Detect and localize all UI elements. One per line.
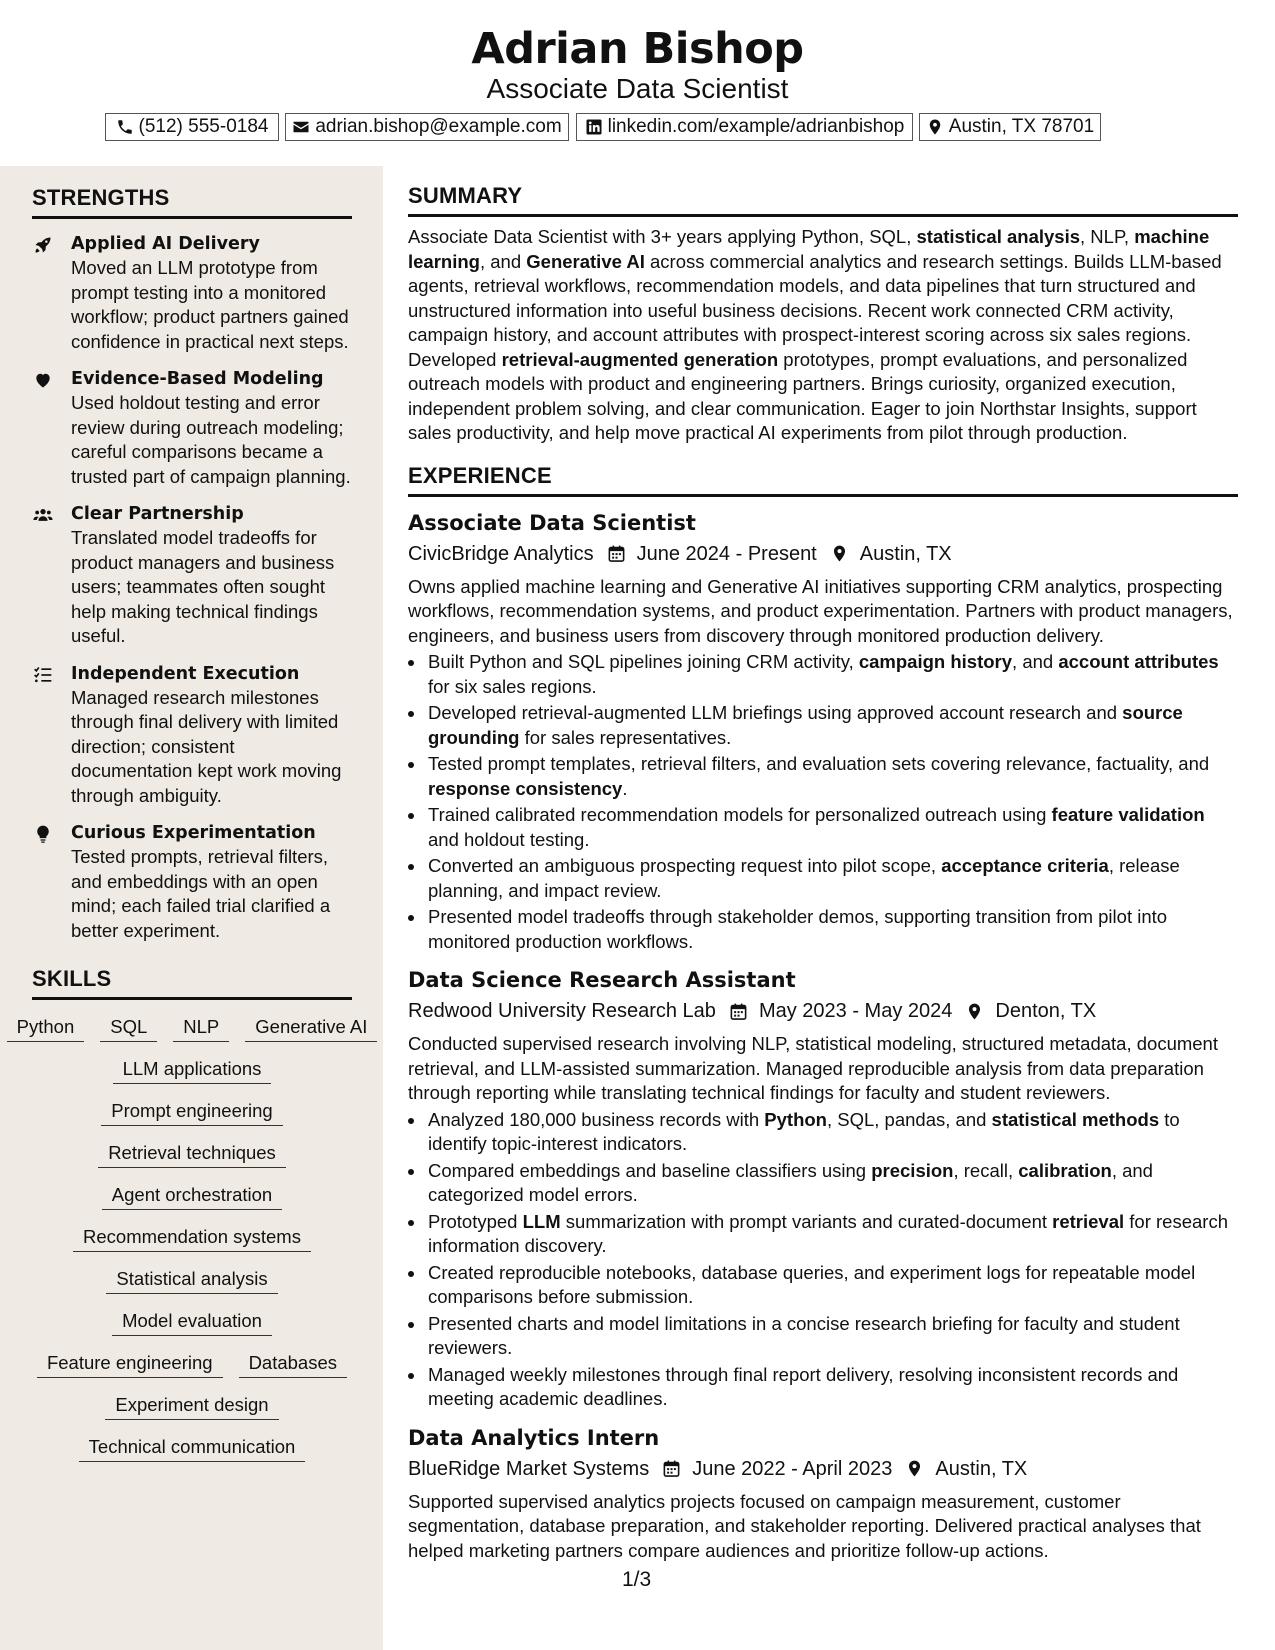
candidate-name: Adrian Bishop <box>471 24 804 74</box>
emphasized-text: retrieval <box>1052 1210 1125 1232</box>
resume-header <box>0 0 1275 166</box>
contact-phone[interactable] <box>105 113 279 141</box>
skill-tag: Python <box>7 1013 85 1042</box>
emphasized-text: source grounding <box>428 702 1183 748</box>
bullet-item <box>426 1261 1238 1310</box>
company-name: CivicBridge Analytics <box>408 542 594 565</box>
job-entry <box>408 509 1238 955</box>
strength-desc: Managed research milestones through final delivery with limited direction; consistent documentation kept work moving through ambiguity. <box>71 686 342 806</box>
text-run: , NLP, <box>1080 226 1135 247</box>
map-pin-icon <box>952 1002 995 1021</box>
page-number: 1/3 <box>622 1568 652 1591</box>
text-run: , release planning, and impact review. <box>428 855 1180 901</box>
contact-location[interactable] <box>919 113 1101 141</box>
skill-tag: Generative AI <box>245 1013 377 1042</box>
job-location: Denton, TX <box>995 1000 1097 1022</box>
skills-list <box>16 1013 368 1462</box>
emphasized-text: account attributes <box>1058 651 1219 672</box>
contact-linkedin[interactable] <box>576 113 913 141</box>
map-pin-icon <box>926 118 944 136</box>
strength-title: Applied AI Delivery <box>71 234 260 254</box>
text-run: Tested prompt templates, retrieval filters, and evaluation sets covering relevance, factuality, and <box>428 753 1210 774</box>
skill-row <box>32 1223 352 1252</box>
strength-desc: Moved an LLM prototype from prompt testing into a monitored workflow; product partners gained confidence in practical next steps. <box>71 257 349 352</box>
skill-tag: Prompt engineering <box>101 1097 282 1126</box>
emphasized-text: retrieval-augmented generation <box>501 348 779 370</box>
strength-title: Curious Experimentation <box>71 823 316 843</box>
emphasized-text: calibration <box>1018 1159 1112 1181</box>
strength-title: Independent Execution <box>71 663 300 684</box>
strength-title: Evidence-Based Modeling <box>71 369 324 389</box>
skill-row <box>32 1181 352 1210</box>
text-run: Presented charts and model limitations in a concise research briefing for faculty and student reviewers. <box>428 1312 1180 1358</box>
emphasized-text: statistical analysis <box>916 226 1081 247</box>
skill-tag: Databases <box>239 1349 347 1378</box>
skill-tag: Experiment design <box>105 1391 278 1420</box>
job-entry <box>408 1424 1238 1564</box>
job-meta <box>408 1454 1238 1484</box>
text-run: for six sales regions. <box>428 675 597 697</box>
sidebar <box>0 166 383 1650</box>
contact-text: Austin, TX 78701 <box>948 116 1095 137</box>
job-location: Austin, TX <box>859 542 952 565</box>
strengths-heading: STRENGTHS <box>32 184 352 219</box>
calendar-icon <box>716 1002 759 1021</box>
bullet-item <box>426 1363 1238 1412</box>
skill-tag: Statistical analysis <box>106 1265 277 1294</box>
text-run: Analyzed 180,000 business records with <box>428 1108 765 1130</box>
list-check-icon <box>32 665 54 685</box>
job-bullets <box>408 1108 1238 1412</box>
job-meta <box>408 539 1238 569</box>
job-dates: June 2024 - Present <box>636 542 817 565</box>
map-pin-icon <box>817 544 860 563</box>
contact-text: linkedin.com/example/adrianbishop <box>607 116 905 137</box>
text-run: prototypes, prompt evaluations, and personalized outreach models with product and engineering partners. Brings curiosity, organized execution, independent problem solving, and clear communication. Eager to join Northstar Insights, support sales productivity, and help move practical AI experiments from pilot through production. <box>408 348 1197 443</box>
skill-tag: Agent orchestration <box>102 1181 282 1210</box>
skill-tag: Technical communication <box>79 1433 306 1462</box>
text-run: Built Python and SQL pipelines joining CRM activity, <box>428 651 859 672</box>
text-run: , and categorized model errors. <box>428 1159 1153 1205</box>
text-run: summarization with prompt variants and curated-document <box>560 1210 1053 1232</box>
contact-text: adrian.bishop@example.com <box>315 116 562 137</box>
skill-tag: SQL <box>100 1013 157 1042</box>
strength-item <box>32 367 352 489</box>
bullet-item <box>426 752 1238 801</box>
skill-tag: LLM applications <box>113 1055 272 1084</box>
skill-row <box>32 1433 352 1462</box>
text-run: Presented model tradeoffs through stakeholder demos, supporting transition from pilot into monitored production workflows. <box>428 906 1168 952</box>
skill-tag: Feature engineering <box>37 1349 223 1378</box>
skill-row <box>32 1055 352 1084</box>
job-description: Supported supervised analytics projects focused on campaign measurement, customer segmentation, database preparation, and stakeholder reporting. Delivered practical analyses that helped marketing partners compare audiences and prioritize follow-up actions. <box>408 1490 1201 1561</box>
text-run: Converted an ambiguous prospecting request into pilot scope, <box>428 855 942 876</box>
text-run: , SQL, pandas, and <box>826 1108 992 1130</box>
bullet-item <box>426 1312 1238 1361</box>
summary-heading: SUMMARY <box>408 182 1238 217</box>
text-run: for research information discovery. <box>428 1210 1228 1256</box>
phone-icon <box>116 118 134 136</box>
skill-row <box>16 1013 368 1042</box>
strength-desc: Tested prompts, retrieval filters, and embeddings with an open mind; each failed trial clarified a better experiment. <box>71 846 331 941</box>
experience-heading: EXPERIENCE <box>408 462 1238 497</box>
job-dates: June 2022 - April 2023 <box>692 1457 893 1480</box>
experience-list <box>408 509 1238 1564</box>
bullet-item <box>426 803 1238 852</box>
text-run: Prototyped <box>428 1210 523 1232</box>
skill-row <box>32 1097 352 1126</box>
lightbulb-icon <box>32 824 54 844</box>
text-run: Developed retrieval-augmented LLM briefings using approved account research and <box>428 702 1123 723</box>
text-run: Associate Data Scientist with 3+ years applying Python, SQL, <box>408 226 917 247</box>
emphasized-text: machine learning <box>408 226 1210 272</box>
main-content <box>408 166 1238 1563</box>
text-run: Trained calibrated recommendation models for personalized outreach using <box>428 804 1052 825</box>
text-run: for sales representatives. <box>519 726 732 748</box>
text-run: and holdout testing. <box>428 828 590 850</box>
rocket-icon <box>32 235 54 255</box>
text-run: to identify topic-interest indicators. <box>428 1108 1180 1154</box>
emphasized-text: Python <box>764 1108 827 1130</box>
skills-heading: SKILLS <box>32 965 352 1000</box>
skill-tag: Model evaluation <box>112 1307 272 1336</box>
text-run: , and <box>479 250 527 272</box>
calendar-icon <box>649 1459 692 1478</box>
text-run: Managed weekly milestones through final report delivery, resolving inconsistent records and meeting academic deadlines. <box>428 1363 1179 1409</box>
contact-text: (512) 555-0184 <box>138 116 269 137</box>
skill-row <box>32 1139 352 1168</box>
strength-desc: Translated model tradeoffs for product managers and business users; teammates often sought help making technical findings useful. <box>71 527 335 646</box>
bullet-item <box>426 854 1238 903</box>
bullet-item <box>426 1210 1238 1259</box>
company-name: Redwood University Research Lab <box>408 1000 716 1022</box>
bullet-item <box>426 1108 1238 1157</box>
summary-text <box>408 225 1238 446</box>
strength-title: Clear Partnership <box>71 504 244 524</box>
skill-row <box>32 1349 352 1378</box>
job-title: Associate Data Scientist <box>408 510 696 535</box>
calendar-icon <box>594 544 637 563</box>
users-icon <box>32 505 54 525</box>
candidate-title: Associate Data Scientist <box>486 73 789 104</box>
bullet-item <box>426 1159 1238 1208</box>
skill-row <box>32 1265 352 1294</box>
job-title: Data Analytics Intern <box>408 1425 660 1450</box>
strength-item <box>32 232 352 354</box>
skill-tag: NLP <box>173 1013 229 1042</box>
bullet-item <box>426 701 1238 750</box>
text-run: across commercial analytics and research settings. Builds LLM-based agents, retrieval workflows, recommendation models, and data pipelines that turn structured and unstructured information into useful business decisions. Recent work connected CRM activity, campaign history, and account attributes with prospect-interest scoring across six sales regions. Developed <box>408 250 1222 370</box>
map-pin-icon <box>892 1459 935 1478</box>
job-description: Owns applied machine learning and Generative AI initiatives supporting CRM analytics, prospecting workflows, recommendation systems, and product experimentation. Partners with product managers, engineers, and business users from discovery through monitored production delivery. <box>408 575 1233 646</box>
text-run: , recall, <box>953 1159 1019 1181</box>
job-bullets <box>408 650 1238 954</box>
job-title: Data Science Research Assistant <box>408 968 796 992</box>
text-run: . <box>622 777 628 799</box>
heart-icon <box>32 370 54 390</box>
emphasized-text: statistical methods <box>991 1108 1160 1130</box>
text-run: Compared embeddings and baseline classifiers using <box>428 1159 872 1181</box>
skill-row <box>32 1391 352 1420</box>
contact-bar <box>0 113 1275 145</box>
emphasized-text: acceptance criteria <box>941 855 1109 876</box>
text-run: Created reproducible notebooks, database queries, and experiment logs for repeatable model comparisons before submission. <box>428 1261 1196 1307</box>
company-name: BlueRidge Market Systems <box>408 1457 650 1480</box>
emphasized-text: feature validation <box>1051 804 1205 825</box>
text-run: , and <box>1012 651 1059 672</box>
contact-email[interactable] <box>285 113 569 141</box>
emphasized-text: campaign history <box>858 651 1013 672</box>
job-meta <box>408 996 1238 1026</box>
linkedin-icon <box>585 118 603 136</box>
emphasized-text: response consistency <box>428 777 623 799</box>
job-location: Austin, TX <box>935 1457 1028 1480</box>
emphasized-text: precision <box>871 1159 954 1181</box>
skill-row <box>32 1307 352 1336</box>
strength-item <box>32 821 352 943</box>
emphasized-text: Generative AI <box>526 250 645 272</box>
skill-tag: Retrieval techniques <box>98 1139 286 1168</box>
job-entry <box>408 966 1238 1412</box>
strength-item <box>32 502 352 649</box>
job-dates: May 2023 - May 2024 <box>758 1000 953 1022</box>
emphasized-text: LLM <box>522 1210 561 1232</box>
strength-desc: Used holdout testing and error review during outreach modeling; careful comparisons became a trusted part of campaign planning. <box>71 392 351 487</box>
bullet-item <box>426 650 1238 699</box>
skill-tag: Recommendation systems <box>73 1223 311 1252</box>
job-description: Conducted supervised research involving NLP, statistical modeling, structured metadata, document retrieval, and LLM-assisted summarization. Managed reproducible analysis from data preparation through reporting while translating technical findings for faculty and student reviewers. <box>408 1033 1218 1103</box>
bullet-item <box>426 905 1238 954</box>
envelope-icon <box>292 118 310 136</box>
strength-item <box>32 662 352 809</box>
